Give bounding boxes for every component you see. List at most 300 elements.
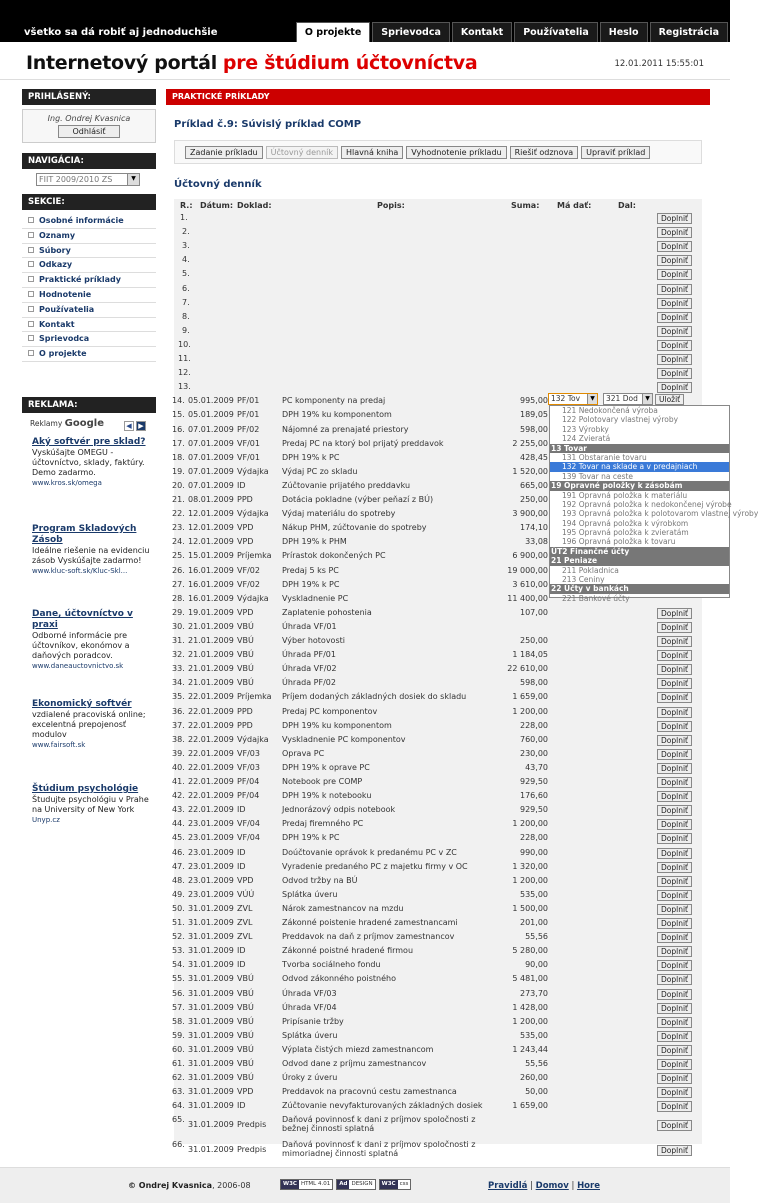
- fill-button[interactable]: Doplniť: [657, 707, 692, 718]
- row-number: 46.: [172, 847, 185, 857]
- fill-button[interactable]: Doplniť: [657, 368, 692, 379]
- fill-button[interactable]: Doplniť: [657, 354, 692, 365]
- row-document: Výdajka: [237, 734, 269, 744]
- row-date: 22.01.2009: [188, 805, 234, 815]
- row-document: VBÚ: [237, 1044, 254, 1054]
- table-row: [174, 636, 702, 650]
- dropdown-group: ÚT2 Finančné účty: [550, 547, 729, 556]
- fill-button[interactable]: Doplniť: [657, 608, 692, 619]
- sections-list: [22, 214, 156, 362]
- ad-item[interactable]: [32, 437, 150, 488]
- footer-link[interactable]: Hore: [577, 1181, 600, 1191]
- fill-button[interactable]: Doplniť: [657, 974, 692, 985]
- sidebar-section-item[interactable]: [22, 288, 156, 303]
- fill-button[interactable]: Doplniť: [657, 904, 692, 915]
- row-sum: 19 000,00: [507, 565, 548, 575]
- table-row: [174, 241, 702, 255]
- badge-label: DESIGN: [351, 1181, 373, 1187]
- row-sum: 260,00: [520, 1073, 548, 1083]
- table-row: [174, 1115, 702, 1137]
- row-document: VÚÚ: [237, 889, 255, 899]
- ad-title[interactable]: Dane, účtovníctvo v praxi: [32, 609, 133, 630]
- table-row: [174, 833, 702, 847]
- row-number: 3.: [182, 241, 190, 251]
- tab-button[interactable]: Upraviť príklad: [581, 146, 650, 159]
- dropdown-option[interactable]: 193 Opravná položka k polotovarom vlastnej výroby: [562, 509, 758, 519]
- fill-button[interactable]: Doplniť: [657, 1059, 692, 1070]
- dropdown-option[interactable]: 124 Zvieratá: [562, 434, 611, 444]
- row-document: Výdajka: [237, 466, 269, 476]
- ad-text: Vyskúšajte OMEGU - účtovníctvo, sklady, faktúry. Demo zadarmo.: [32, 448, 145, 477]
- row-number: 63.: [172, 1087, 185, 1097]
- row-sum: 250,00: [520, 495, 548, 504]
- dropdown-option[interactable]: 195 Opravná položka k zvieratám: [562, 528, 689, 538]
- footer-link[interactable]: Pravidlá: [488, 1181, 528, 1191]
- dropdown-option[interactable]: 213 Ceniny: [562, 575, 605, 585]
- bullet-square-icon: [28, 232, 34, 238]
- debit-account-select[interactable]: [548, 393, 598, 405]
- row-description: Predaj firemného PC: [282, 819, 364, 829]
- fill-button[interactable]: Doplniť: [657, 1017, 692, 1028]
- row-description: Vyskladnenie PC: [282, 593, 349, 603]
- fill-button[interactable]: Doplniť: [657, 622, 692, 633]
- row-number: 40.: [172, 762, 185, 772]
- row-document: VPD: [237, 523, 254, 533]
- validation-badge[interactable]: [336, 1179, 375, 1190]
- row-date: 22.01.2009: [188, 706, 234, 716]
- fill-button[interactable]: Doplniť: [657, 1120, 692, 1131]
- dropdown-option[interactable]: 139 Tovar na ceste: [562, 471, 634, 481]
- dropdown-option[interactable]: 123 Výrobky: [562, 424, 609, 434]
- top-navigation: [294, 22, 728, 42]
- dropdown-option[interactable]: 191 Opravná položka k materiálu: [562, 490, 688, 500]
- ad-item[interactable]: [32, 609, 150, 671]
- col-header-sum: Suma:: [511, 201, 540, 210]
- fill-button[interactable]: Doplniť: [657, 1087, 692, 1098]
- sidebar-section-label: Osobné informácie: [39, 216, 124, 225]
- dropdown-option[interactable]: 192 Opravná položka k nedokončenej výrobe: [562, 499, 732, 509]
- row-number: 56.: [172, 988, 185, 998]
- footer: [0, 1167, 730, 1203]
- chevron-down-icon[interactable]: ▼: [127, 174, 139, 185]
- table-row: [174, 876, 702, 890]
- row-description: Splátka úveru: [282, 1030, 338, 1040]
- row-document: VBÚ: [237, 636, 254, 645]
- row-number: 32.: [172, 650, 185, 660]
- fill-button[interactable]: Doplniť: [657, 1003, 692, 1014]
- row-document: VPD: [237, 875, 254, 885]
- fill-button[interactable]: Doplniť: [657, 833, 692, 844]
- row-description: Odvod tržby na BÚ: [282, 875, 358, 885]
- row-sum: 1 520,00: [512, 466, 548, 476]
- row-date: 22.01.2009: [188, 762, 234, 772]
- table-row: [174, 354, 702, 368]
- row-document: PF/01: [237, 396, 260, 406]
- row-date: 31.01.2009: [188, 1120, 234, 1130]
- ad-title[interactable]: Štúdium psychológie: [32, 784, 139, 794]
- save-button[interactable]: Uložiť: [655, 394, 684, 405]
- logged-in-box: [22, 109, 156, 143]
- sidebar-section-item[interactable]: [22, 244, 156, 259]
- row-date: 31.01.2009: [188, 932, 234, 942]
- chevron-right-icon[interactable]: ▶: [136, 421, 146, 431]
- link-separator: |: [568, 1181, 578, 1191]
- tab-button[interactable]: Hlavná kniha: [341, 146, 403, 159]
- row-document: Predpis: [237, 1120, 267, 1130]
- row-number: 8.: [182, 311, 190, 321]
- row-date: 23.01.2009: [188, 847, 234, 857]
- dropdown-option[interactable]: 132 Tovar na sklade a v predajniach: [550, 462, 729, 471]
- fill-button[interactable]: Doplniť: [657, 1031, 692, 1042]
- row-document: VBÚ: [237, 988, 254, 998]
- row-date: 07.01.2009: [188, 452, 234, 462]
- sidebar-section-label: O projekte: [39, 349, 87, 359]
- row-sum: 1 184,05: [512, 650, 548, 660]
- row-sum: 1 200,00: [512, 706, 548, 716]
- top-nav-item[interactable]: Registrácia: [650, 22, 728, 42]
- dropdown-option[interactable]: 122 Polotovary vlastnej výroby: [562, 415, 679, 425]
- row-number: 25.: [172, 551, 185, 561]
- logout-button[interactable]: Odhlásiť: [58, 125, 120, 138]
- sidebar-section-item[interactable]: [22, 214, 156, 229]
- fill-button[interactable]: Doplniť: [657, 636, 692, 647]
- fill-button[interactable]: Doplniť: [657, 692, 692, 703]
- row-number: 10.: [178, 339, 191, 349]
- row-number: 11.: [178, 354, 191, 363]
- ad-url[interactable]: Unyp.cz: [32, 816, 60, 824]
- row-document: PF/02: [237, 424, 260, 434]
- semester-select[interactable]: [36, 173, 140, 186]
- fill-button[interactable]: Doplniť: [657, 1073, 692, 1084]
- row-description: Nákup PHM, zúčtovanie do spotreby: [282, 523, 427, 533]
- row-date: 31.01.2009: [188, 1044, 234, 1054]
- row-description: Predaj PC komponentov: [282, 706, 378, 716]
- fill-button[interactable]: Doplniť: [657, 989, 692, 1000]
- dropdown-option[interactable]: 211 Pokladnica: [562, 565, 619, 575]
- sidebar-section-item[interactable]: [22, 258, 156, 273]
- row-document: VBÚ: [237, 974, 254, 984]
- google-logo: Google: [64, 418, 104, 429]
- table-row: [174, 862, 702, 876]
- fill-button[interactable]: Doplniť: [657, 382, 692, 393]
- top-nav-item[interactable]: O projekte: [296, 22, 370, 42]
- row-description: Výplata čistých miezd zamestnancom: [282, 1044, 434, 1054]
- row-description: Notebook pre COMP: [282, 777, 363, 786]
- sidebar-section-item[interactable]: [22, 347, 156, 362]
- row-sum: 535,00: [520, 1030, 548, 1040]
- row-date: 31.01.2009: [188, 960, 234, 970]
- row-document: VF/01: [237, 452, 260, 462]
- badge-label: css: [399, 1181, 409, 1187]
- ads-by-google[interactable]: [30, 417, 156, 431]
- footer-link[interactable]: Domov: [535, 1181, 569, 1191]
- row-document: Predpis: [237, 1145, 267, 1155]
- credit-account-select[interactable]: [603, 393, 653, 405]
- fill-button[interactable]: Doplniť: [657, 848, 692, 859]
- row-description: Príjem dodaných základných dosiek do skladu: [282, 692, 467, 702]
- row-sum: 929,50: [520, 805, 548, 815]
- row-document: ID: [237, 1101, 246, 1111]
- row-description: Zákonné poistné hradené firmou: [282, 946, 414, 956]
- validation-badge[interactable]: [280, 1179, 333, 1190]
- table-row: [174, 735, 702, 749]
- row-description: Preddavok na pracovnú cestu zamestnanca: [282, 1087, 457, 1097]
- fill-button[interactable]: Doplniť: [657, 918, 692, 929]
- table-row: [174, 650, 702, 664]
- row-date: 23.01.2009: [188, 875, 234, 885]
- row-sum: 228,00: [520, 833, 548, 843]
- row-date: 22.01.2009: [188, 692, 234, 702]
- fill-button[interactable]: Doplniť: [657, 721, 692, 732]
- sidebar-section-item[interactable]: [22, 332, 156, 347]
- ad-item[interactable]: [32, 784, 150, 825]
- table-row: [174, 284, 702, 298]
- row-date: 23.01.2009: [188, 819, 234, 829]
- row-document: PPD: [237, 706, 253, 716]
- row-number: 36.: [172, 706, 185, 716]
- bullet-square-icon: [28, 261, 34, 267]
- fill-button[interactable]: Doplniť: [657, 777, 692, 788]
- row-date: 21.01.2009: [188, 664, 234, 674]
- row-description: Pripísanie tržby: [282, 1016, 344, 1026]
- ad-item[interactable]: [32, 524, 150, 576]
- row-description: Predaj 5 ks PC: [282, 565, 339, 575]
- table-row: [174, 848, 702, 862]
- fill-button[interactable]: Doplniť: [657, 241, 692, 252]
- row-date: 31.01.2009: [188, 988, 234, 998]
- ad-item[interactable]: [32, 699, 150, 750]
- bullet-square-icon: [28, 306, 34, 312]
- top-nav-item[interactable]: Sprievodca: [372, 22, 450, 42]
- row-document: VF/04: [237, 819, 260, 829]
- site-logo[interactable]: [26, 52, 477, 74]
- sections-header: SEKCIE:: [22, 194, 156, 210]
- row-description: Predaj PC na ktorý bol prijatý preddavok: [282, 438, 444, 448]
- ad-url[interactable]: www.fairsoft.sk: [32, 741, 86, 749]
- row-date: 31.01.2009: [188, 1016, 234, 1026]
- fill-button[interactable]: Doplniť: [657, 749, 692, 760]
- row-description: DPH 19% ku komponentom: [282, 720, 392, 730]
- fill-button[interactable]: Doplniť: [657, 735, 692, 746]
- col-header-date: Dátum:: [200, 201, 234, 210]
- table-row: [174, 721, 702, 735]
- fill-button[interactable]: Doplniť: [657, 819, 692, 830]
- row-number: 1.: [180, 213, 188, 222]
- sidebar-section-item[interactable]: [22, 229, 156, 244]
- dropdown-option[interactable]: 121 Nedokončená výroba: [562, 406, 658, 415]
- account-dropdown-list[interactable]: [549, 405, 758, 603]
- table-row: [174, 298, 702, 312]
- fill-button[interactable]: Doplniť: [657, 664, 692, 675]
- row-number: 30.: [172, 621, 185, 631]
- row-date: 23.01.2009: [188, 861, 234, 871]
- badge-logo: W3C: [381, 1181, 396, 1187]
- dropdown-option[interactable]: 194 Opravná položka k výrobkom: [562, 518, 689, 528]
- ad-url[interactable]: www.kros.sk/omega: [32, 479, 102, 487]
- row-number: 4.: [182, 255, 190, 265]
- fill-button[interactable]: Doplniť: [657, 650, 692, 661]
- ad-title[interactable]: Aký softvér pre sklad?: [32, 437, 146, 447]
- row-document: ID: [237, 861, 246, 871]
- dropdown-option[interactable]: 131 Obstaranie tovaru: [562, 452, 647, 462]
- fill-button[interactable]: Doplniť: [657, 298, 692, 309]
- table-row: [174, 664, 702, 678]
- row-number: 7.: [182, 297, 190, 307]
- ads-header: REKLAMA:: [22, 397, 156, 413]
- row-description: DPH 19% k PC: [282, 452, 340, 462]
- fill-button[interactable]: Doplniť: [657, 1045, 692, 1056]
- navigation-header: NAVIGÁCIA:: [22, 153, 156, 169]
- fill-button[interactable]: Doplniť: [657, 269, 692, 280]
- fill-button[interactable]: Doplniť: [657, 678, 692, 689]
- row-sum: 90,00: [525, 960, 548, 970]
- row-number: 45.: [172, 833, 185, 843]
- ad-title[interactable]: Program Skladových Zásob: [32, 524, 137, 545]
- top-nav-item[interactable]: Heslo: [600, 22, 648, 42]
- row-sum: 33,08: [525, 537, 548, 547]
- dropdown-option[interactable]: 221 Bankové účty: [562, 593, 630, 603]
- fill-button[interactable]: Doplniť: [657, 326, 692, 337]
- row-description: Úhrada PF/01: [282, 650, 336, 660]
- fill-button[interactable]: Doplniť: [657, 340, 692, 351]
- fill-button[interactable]: Doplniť: [657, 932, 692, 943]
- fill-button[interactable]: Doplniť: [657, 255, 692, 266]
- ads-panel: [22, 397, 156, 824]
- row-sum: 55,56: [525, 932, 548, 942]
- page-title: Príklad č.9: Súvislý príklad COMP: [174, 119, 362, 130]
- row-document: ZVL: [237, 932, 253, 942]
- row-number: 49.: [172, 889, 185, 899]
- row-document: ID: [237, 480, 246, 490]
- table-row: [174, 608, 702, 622]
- fill-button[interactable]: Doplniť: [657, 227, 692, 238]
- row-description: Tvorba sociálneho fondu: [282, 960, 381, 970]
- row-description: DPH 19% k PC: [282, 833, 340, 843]
- dropdown-option[interactable]: 196 Opravná položka k tovaru: [562, 537, 676, 547]
- ad-url[interactable]: www.kluc-soft.sk/Kluc-Skl...: [32, 567, 128, 575]
- table-row: [174, 890, 702, 904]
- ad-url[interactable]: www.daneauctovnictvo.sk: [32, 662, 124, 670]
- row-sum: 5 280,00: [512, 946, 548, 956]
- row-sum: 1 320,00: [512, 861, 548, 871]
- row-date: 05.01.2009: [188, 410, 234, 420]
- row-number: 5.: [182, 269, 190, 279]
- row-date: 23.01.2009: [188, 833, 234, 843]
- link-separator: |: [527, 1181, 536, 1191]
- fill-button[interactable]: Doplniť: [657, 213, 692, 224]
- row-number: 43.: [172, 805, 185, 815]
- row-description: Úhrada PF/02: [282, 678, 336, 688]
- row-date: 08.01.2009: [188, 495, 234, 504]
- chevron-left-icon[interactable]: ◀: [124, 421, 134, 431]
- fill-button[interactable]: Doplniť: [657, 763, 692, 774]
- sidebar-section-item[interactable]: [22, 303, 156, 318]
- row-description: Úhrada VF/02: [282, 664, 337, 674]
- table-row: [174, 960, 702, 974]
- row-number: 12.: [178, 368, 191, 378]
- table-row: [174, 791, 702, 805]
- row-date: 19.01.2009: [188, 607, 234, 617]
- row-sum: 6 900,00: [512, 551, 548, 561]
- row-document: ID: [237, 847, 246, 857]
- row-document: VBÚ: [237, 1030, 254, 1040]
- table-row: [174, 932, 702, 946]
- tab-button[interactable]: Zadanie príkladu: [185, 146, 263, 159]
- fill-button[interactable]: Doplniť: [657, 1145, 692, 1156]
- fill-button[interactable]: Doplniť: [657, 946, 692, 957]
- fill-button[interactable]: Doplniť: [657, 862, 692, 873]
- row-description: DPH 19% k notebooku: [282, 791, 372, 801]
- row-sum: 43,70: [525, 762, 548, 772]
- fill-button[interactable]: Doplniť: [657, 890, 692, 901]
- row-sum: 1 500,00: [512, 903, 548, 913]
- sidebar-section-item[interactable]: [22, 318, 156, 333]
- row-description: Daňová povinnosť k dani z príjmov spoločnosti z mimoriadnej činnosti splatná: [282, 1140, 476, 1159]
- row-number: 39.: [172, 748, 185, 758]
- validation-badge[interactable]: [379, 1179, 412, 1190]
- col-header-debit: Má dať:: [557, 201, 592, 210]
- sidebar-section-label: Používatelia: [39, 304, 95, 314]
- copyright-name: © Ondrej Kvasnica: [128, 1181, 213, 1190]
- ad-text: vzdialené pracoviská online; excelentná prepojenosť modulov: [32, 710, 146, 739]
- row-description: Doúčtovanie oprávok k predanému PC v ZC: [282, 847, 457, 857]
- sidebar-section-item[interactable]: [22, 273, 156, 288]
- row-number: 23.: [172, 523, 185, 533]
- fill-button[interactable]: Doplniť: [657, 284, 692, 295]
- row-number: 21.: [172, 495, 185, 504]
- bullet-square-icon: [28, 291, 34, 297]
- tab-button[interactable]: Vyhodnotenie príkladu: [406, 146, 506, 159]
- row-description: Oprava PC: [282, 748, 325, 758]
- bullet-square-icon: [28, 321, 34, 327]
- row-number: 54.: [172, 960, 185, 970]
- top-bar: [0, 0, 730, 42]
- fill-button[interactable]: Doplniť: [657, 1101, 692, 1112]
- row-number: 34.: [172, 678, 185, 688]
- fill-button[interactable]: Doplniť: [657, 960, 692, 971]
- table-row: [174, 974, 702, 988]
- row-number: 55.: [172, 974, 185, 984]
- row-description: Jednorázový odpis notebook: [282, 805, 396, 815]
- col-header-credit: Dal:: [618, 201, 636, 210]
- row-document: ID: [237, 946, 246, 956]
- chevron-down-icon[interactable]: ▼: [587, 394, 597, 404]
- tab-button[interactable]: Riešiť odznova: [510, 146, 579, 159]
- fill-button[interactable]: Doplniť: [657, 312, 692, 323]
- row-sum: 598,00: [520, 678, 548, 688]
- row-description: DPH 19% ku komponentom: [282, 410, 392, 420]
- row-date: 31.01.2009: [188, 974, 234, 984]
- chevron-down-icon[interactable]: ▼: [642, 394, 652, 404]
- row-number: 20.: [172, 480, 185, 490]
- fill-button[interactable]: Doplniť: [657, 805, 692, 816]
- top-nav-item[interactable]: Používatelia: [514, 22, 598, 42]
- bullet-square-icon: [28, 276, 34, 282]
- row-number: 15.: [172, 410, 185, 420]
- fill-button[interactable]: Doplniť: [657, 876, 692, 887]
- row-description: Úhrada VF/04: [282, 1002, 337, 1012]
- bullet-square-icon: [28, 247, 34, 253]
- top-nav-item[interactable]: Kontakt: [452, 22, 512, 42]
- row-sum: 3 900,00: [512, 509, 548, 519]
- row-date: 22.01.2009: [188, 748, 234, 758]
- fill-button[interactable]: Doplniť: [657, 791, 692, 802]
- row-document: VBÚ: [237, 621, 254, 631]
- row-number: 59.: [172, 1030, 185, 1040]
- table-row: [174, 1045, 702, 1059]
- table-row: [174, 1101, 702, 1115]
- ad-title[interactable]: Ekonomický softvér: [32, 699, 132, 709]
